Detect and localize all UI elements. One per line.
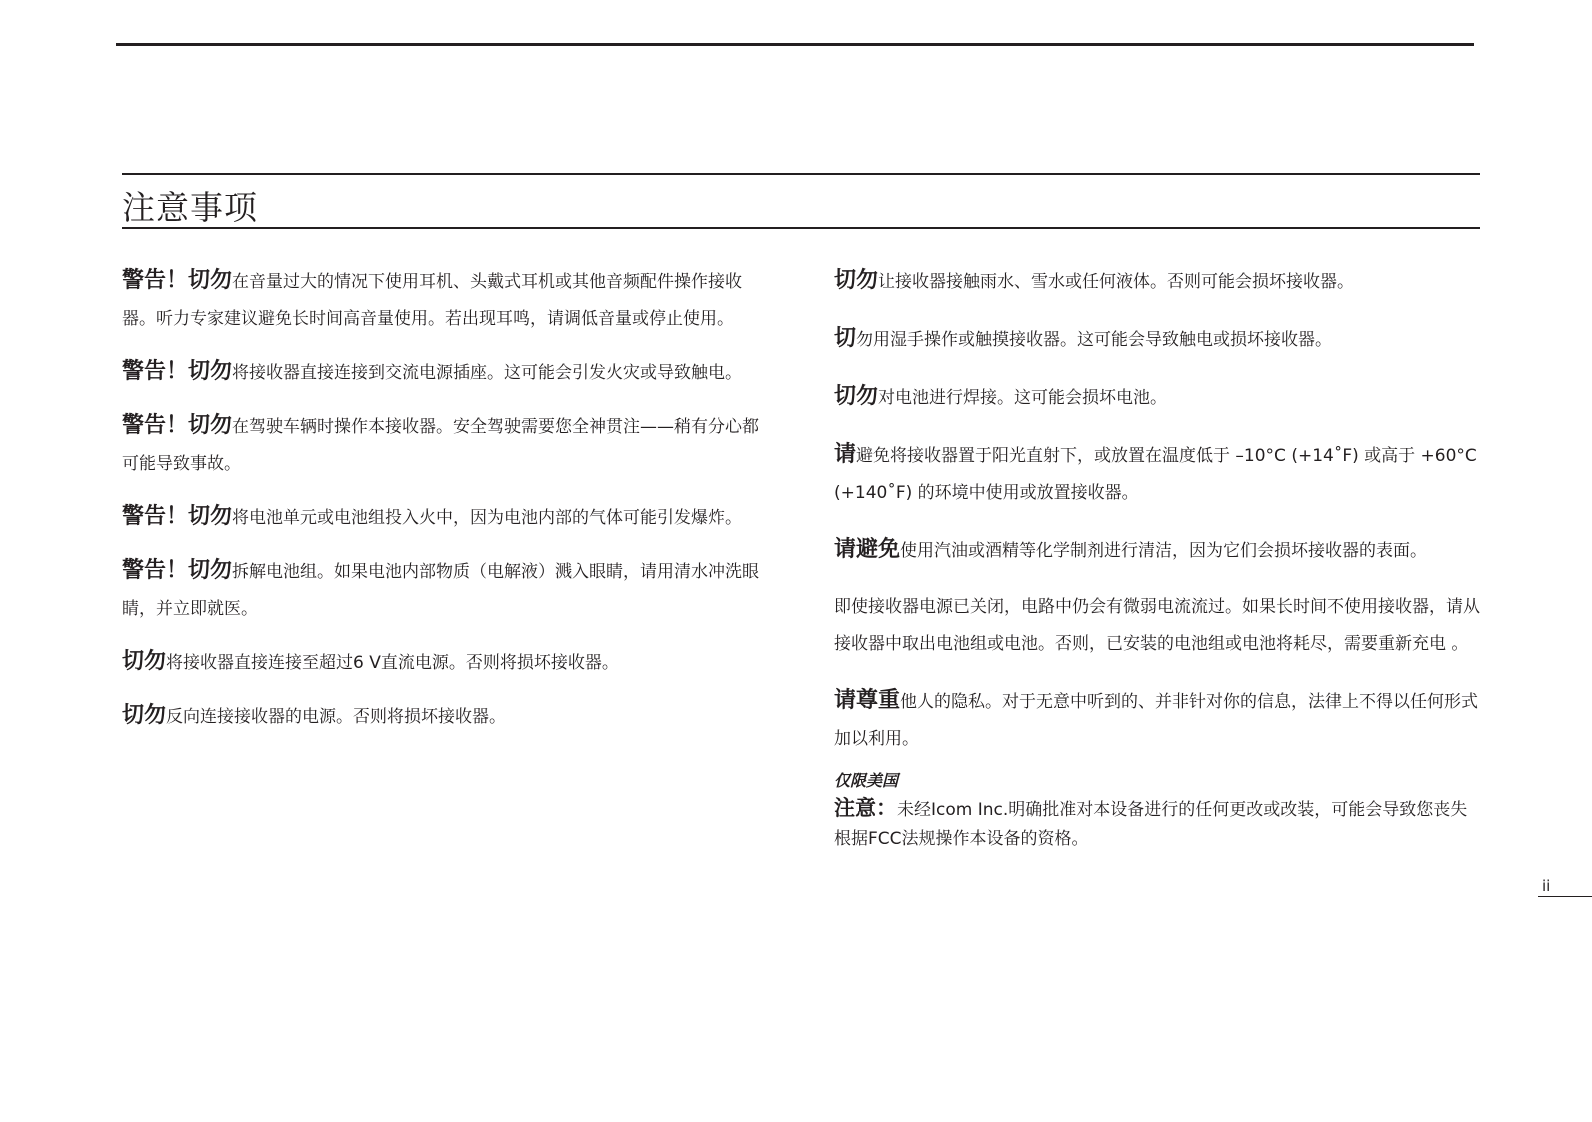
precaution-text: 拆解电池组。如果电池内部物质（电解液）溅入眼睛，请用清水冲洗眼睛，并立即就医。 [122, 562, 760, 619]
precaution-item [834, 436, 1484, 512]
page-number: ii [1542, 877, 1551, 895]
precaution-item [122, 643, 772, 682]
precaution-item [834, 320, 1484, 359]
precaution-text: 使用汽油或酒精等化学制剂进行清洁，因为它们会损坏接收器的表面。 [900, 541, 1428, 561]
precaution-item [834, 682, 1484, 758]
page-title: 注意事项 [122, 188, 258, 227]
precaution-lead: 警告！切勿 [122, 359, 233, 384]
precaution-text: 让接收器接触雨水、雪水或任何液体。否则可能会损坏接收器。 [878, 272, 1355, 292]
precaution-item [834, 589, 1484, 663]
precaution-text: 将接收器直接连接到交流电源插座。这可能会引发火灾或导致触电。 [232, 363, 743, 383]
precaution-text: 避免将接收器置于阳光直射下，或放置在温度低于 –10°C (+14˚F) 或高于 +60°C (+140˚F) 的环境中使用或放置接收器。 [834, 446, 1477, 503]
precaution-lead: 切勿 [122, 649, 167, 674]
precaution-lead: 切 [834, 326, 857, 351]
precaution-text: 将接收器直接连接至超过6 V直流电源。否则将损坏接收器。 [166, 653, 619, 673]
precaution-text: 在音量过大的情况下使用耳机、头戴式耳机或其他音频配件操作接收器。听力专家建议避免长时间高音量使用。若出现耳鸣，请调低音量或停止使用。 [122, 272, 743, 329]
precaution-item [834, 378, 1484, 417]
precaution-lead: 警告！切勿 [122, 558, 233, 583]
precaution-item [834, 531, 1484, 570]
left-column [122, 262, 772, 736]
top-rule [116, 43, 1474, 46]
precaution-lead: 请 [834, 442, 857, 467]
precaution-lead: 警告！切勿 [122, 504, 233, 529]
precaution-lead: 请尊重 [834, 688, 901, 713]
title-top-rule [122, 173, 1480, 175]
precaution-lead: 切勿 [834, 268, 879, 293]
usa-only-heading: 仅限美国 [834, 771, 899, 790]
caution-lead: 注意： [834, 796, 897, 820]
page-number-rule [1538, 896, 1592, 897]
fcc-caution [834, 794, 1484, 854]
precaution-item [122, 697, 772, 736]
precaution-lead: 请避免 [834, 537, 901, 562]
precaution-lead: 警告！切勿 [122, 268, 233, 293]
precaution-item [122, 353, 772, 392]
precaution-text: 将电池单元或电池组投入火中，因为电池内部的气体可能引发爆炸。 [232, 508, 743, 528]
precaution-lead: 切勿 [122, 703, 167, 728]
right-column [834, 262, 1484, 854]
precaution-text: 在驾驶车辆时操作本接收器。安全驾驶需要您全神贯注——稍有分心都可能导致事故。 [122, 417, 760, 474]
precaution-item [834, 262, 1484, 301]
precaution-text: 即使接收器电源已关闭，电路中仍会有微弱电流流过。如果长时间不使用接收器，请从接收器中取出电池组或电池。否则，已安装的电池组或电池将耗尽，需要重新充电 。 [834, 597, 1480, 654]
precaution-text: 对电池进行焊接。这可能会损坏电池。 [878, 388, 1168, 408]
precaution-text: 他人的隐私。对于无意中听到的、并非针对你的信息，法律上不得以任何形式加以利用。 [834, 692, 1479, 749]
precaution-lead: 切勿 [834, 384, 879, 409]
precaution-text: 反向连接接收器的电源。否则将损坏接收器。 [166, 707, 507, 727]
precaution-text: 勿用湿手操作或触摸接收器。这可能会导致触电或损坏接收器。 [856, 330, 1333, 350]
precaution-item [122, 498, 772, 537]
title-bottom-rule [122, 227, 1480, 229]
precaution-item [122, 552, 772, 628]
precaution-item [122, 407, 772, 483]
precaution-item [122, 262, 772, 338]
precaution-lead: 警告！切勿 [122, 413, 233, 438]
caution-text: 未经Icom Inc.明确批准对本设备进行的任何更改或改装，可能会导致您丧失根据FCC法规操作本设备的资格。 [834, 800, 1468, 849]
